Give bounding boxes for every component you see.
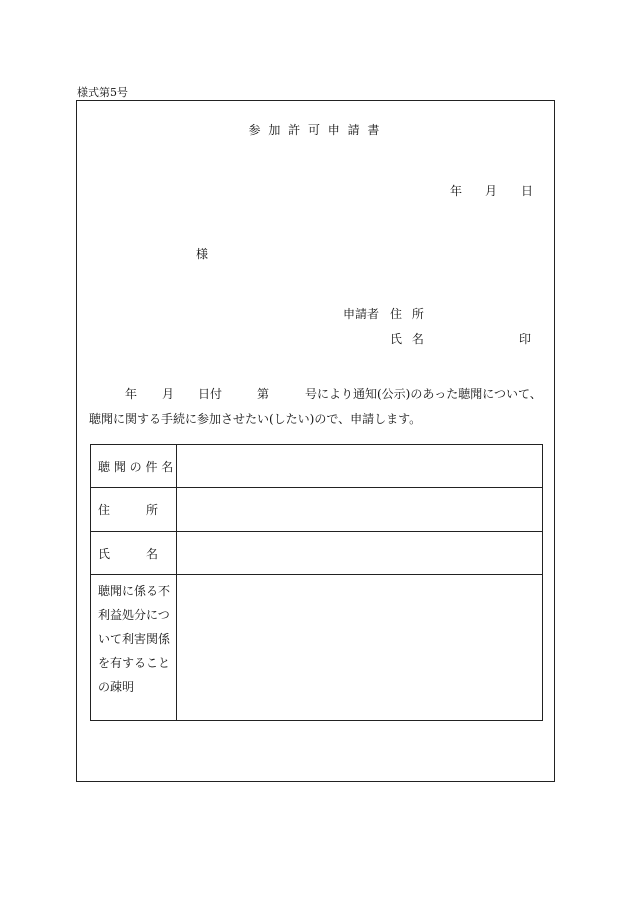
seal-mark: 印: [519, 332, 532, 346]
body-month: 月: [162, 387, 175, 401]
name-value-cell[interactable]: [177, 532, 543, 575]
address-label-cell: [91, 488, 177, 532]
table-row: [91, 532, 543, 575]
body-dated: 日付: [198, 387, 223, 401]
subject-label-cell: [91, 445, 177, 488]
detail-table: [90, 444, 543, 721]
form-number: 様式第5号: [77, 86, 128, 99]
body-number-prefix: 第: [257, 387, 270, 401]
interest-value-cell[interactable]: [177, 575, 543, 721]
table-row: [91, 488, 543, 532]
applicant-label: 申請者: [343, 307, 380, 321]
date-year-label: 年: [450, 184, 463, 198]
address-label: 住 所: [98, 503, 159, 517]
interest-label-line: いて利害関係: [98, 632, 171, 646]
body-line1-rest: 号により通知(公示)のあった聴聞について、: [305, 387, 542, 401]
body-year: 年: [125, 387, 138, 401]
table-row: [91, 575, 543, 721]
subject-value-cell[interactable]: [177, 445, 543, 488]
addressee-sama: 様: [196, 247, 209, 261]
applicant-name-label: 氏 名: [390, 332, 427, 346]
table-row: [91, 445, 543, 488]
body-line2: 聴聞に関する手続に参加させたい(したい)ので、申請します。: [89, 412, 422, 426]
interest-label-line: の疎明: [98, 680, 135, 694]
date-month-label: 月: [485, 184, 498, 198]
interest-label-line: 聴聞に係る不: [98, 584, 171, 598]
name-label-cell: [91, 532, 177, 575]
name-label: 氏 名: [98, 546, 159, 561]
date-day-label: 日: [521, 184, 534, 198]
interest-label-cell: [91, 575, 177, 721]
subject-label: 聴 聞 の 件 名: [98, 459, 174, 474]
address-value-cell[interactable]: [177, 488, 543, 532]
applicant-address-label: 住 所: [390, 307, 427, 321]
interest-label-line: を有すること: [98, 656, 171, 670]
form-title: 参 加 許 可 申 請 書: [248, 123, 382, 137]
interest-label-line: 利益処分につ: [98, 608, 170, 622]
